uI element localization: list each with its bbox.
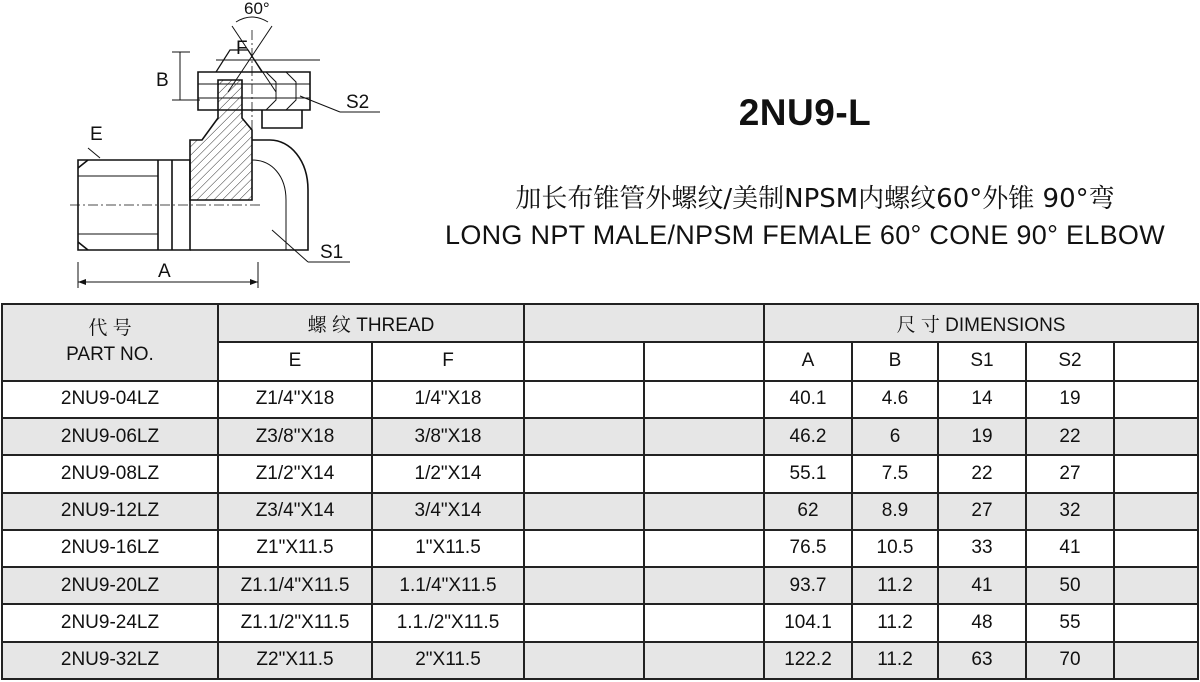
dim-b-cell: 11.2 <box>852 604 938 641</box>
blank-cell <box>644 567 764 604</box>
blank-cell <box>524 493 644 530</box>
dim-s1-cell: 14 <box>938 381 1026 418</box>
col-header-b: B <box>852 342 938 380</box>
dim-s1-cell: 33 <box>938 530 1026 567</box>
blank-header <box>524 304 764 342</box>
blank-cell <box>644 493 764 530</box>
dim-s2-cell: 50 <box>1026 567 1114 604</box>
dim-a-cell: 122.2 <box>764 642 852 679</box>
thread-e-cell: Z3/8"X18 <box>218 418 372 455</box>
table-row <box>2 455 1198 492</box>
part-no-header-cn: 代 号 <box>88 318 132 340</box>
label-a: A <box>158 261 171 282</box>
dim-b-cell: 10.5 <box>852 530 938 567</box>
thread-f-cell: 3/4"X14 <box>372 493 524 530</box>
dim-s1-cell: 19 <box>938 418 1026 455</box>
part-no-cell: 2NU9-20LZ <box>2 567 218 604</box>
table-row <box>2 530 1198 567</box>
thread-f-cell: 1/4"X18 <box>372 381 524 418</box>
part-no-cell: 2NU9-24LZ <box>2 604 218 641</box>
blank-cell <box>1114 567 1198 604</box>
part-no-header <box>2 304 218 381</box>
dim-a-cell: 104.1 <box>764 604 852 641</box>
fitting-drawing <box>40 0 400 292</box>
blank-cell <box>1114 381 1198 418</box>
table-row <box>2 418 1198 455</box>
blank-cell <box>644 530 764 567</box>
thread-f-cell: 1.1/4"X11.5 <box>372 567 524 604</box>
part-no-cell: 2NU9-08LZ <box>2 455 218 492</box>
blank-cell <box>644 604 764 641</box>
thread-f-cell: 1.1./2"X11.5 <box>372 604 524 641</box>
col-header-e: E <box>218 342 372 380</box>
part-no-cell: 2NU9-12LZ <box>2 493 218 530</box>
spec-table <box>1 303 1199 680</box>
thread-f-cell: 1"X11.5 <box>372 530 524 567</box>
blank-cell <box>1114 455 1198 492</box>
label-b: B <box>156 70 169 91</box>
table-row <box>2 642 1198 679</box>
dim-b-cell: 6 <box>852 418 938 455</box>
dim-b-cell: 11.2 <box>852 567 938 604</box>
part-no-cell: 2NU9-04LZ <box>2 381 218 418</box>
thread-f-cell: 2"X11.5 <box>372 642 524 679</box>
label-angle: 60° <box>244 0 270 18</box>
label-s2: S2 <box>346 92 370 113</box>
thread-e-cell: Z1.1/2"X11.5 <box>218 604 372 641</box>
thread-header: 螺 纹 THREAD <box>218 304 524 342</box>
thread-e-cell: Z1/4"X18 <box>218 381 372 418</box>
dim-s1-cell: 22 <box>938 455 1026 492</box>
col-header-s2: S2 <box>1026 342 1114 380</box>
col-header-a: A <box>764 342 852 380</box>
thread-e-cell: Z1.1/4"X11.5 <box>218 567 372 604</box>
blank-cell <box>1114 604 1198 641</box>
thread-e-cell: Z2"X11.5 <box>218 642 372 679</box>
blank-cell <box>524 418 644 455</box>
dim-b-cell: 8.9 <box>852 493 938 530</box>
part-no-cell: 2NU9-16LZ <box>2 530 218 567</box>
dim-a-cell: 76.5 <box>764 530 852 567</box>
dim-s1-cell: 48 <box>938 604 1026 641</box>
header-row-1 <box>2 304 1198 342</box>
dim-a-cell: 40.1 <box>764 381 852 418</box>
dimensions-header: 尺 寸 DIMENSIONS <box>764 304 1198 342</box>
col-header-blank-2 <box>644 342 764 380</box>
blank-cell <box>644 455 764 492</box>
dim-s2-cell: 22 <box>1026 418 1114 455</box>
dim-s2-cell: 19 <box>1026 381 1114 418</box>
dim-a-cell: 62 <box>764 493 852 530</box>
part-no-cell: 2NU9-32LZ <box>2 642 218 679</box>
thread-f-cell: 3/8"X18 <box>372 418 524 455</box>
dim-s1-cell: 63 <box>938 642 1026 679</box>
dim-s2-cell: 27 <box>1026 455 1114 492</box>
blank-cell <box>1114 642 1198 679</box>
col-header-blank-1 <box>524 342 644 380</box>
part-no-cell: 2NU9-06LZ <box>2 418 218 455</box>
dim-a-cell: 46.2 <box>764 418 852 455</box>
blank-cell <box>524 642 644 679</box>
blank-cell <box>1114 493 1198 530</box>
part-no-header-en: PART NO. <box>66 344 154 366</box>
dim-b-cell: 11.2 <box>852 642 938 679</box>
dim-a-cell: 93.7 <box>764 567 852 604</box>
thread-e-cell: Z3/4"X14 <box>218 493 372 530</box>
dim-s1-cell: 41 <box>938 567 1026 604</box>
table-row <box>2 604 1198 641</box>
blank-cell <box>524 530 644 567</box>
label-e: E <box>90 124 103 145</box>
dim-a-cell: 55.1 <box>764 455 852 492</box>
blank-cell <box>524 604 644 641</box>
subtitle-english: LONG NPT MALE/NPSM FEMALE 60° CONE 90° ELBOW <box>445 220 1165 250</box>
product-title: 2NU9-L <box>738 92 872 133</box>
dim-s2-cell: 41 <box>1026 530 1114 567</box>
dim-s1-cell: 27 <box>938 493 1026 530</box>
dim-b-cell: 7.5 <box>852 455 938 492</box>
table-row <box>2 381 1198 418</box>
dim-s2-cell: 32 <box>1026 493 1114 530</box>
blank-cell <box>1114 418 1198 455</box>
thread-e-cell: Z1"X11.5 <box>218 530 372 567</box>
col-header-f: F <box>372 342 524 380</box>
thread-e-cell: Z1/2"X14 <box>218 455 372 492</box>
table-row <box>2 493 1198 530</box>
dim-s2-cell: 55 <box>1026 604 1114 641</box>
label-s1: S1 <box>320 242 344 263</box>
subtitle-chinese: 加长布锥管外螺纹/美制NPSM内螺纹60°外锥 90°弯 <box>515 184 1115 214</box>
label-f: F <box>236 38 248 59</box>
blank-cell <box>644 381 764 418</box>
table-row <box>2 567 1198 604</box>
col-header-blank-3 <box>1114 342 1198 380</box>
blank-cell <box>524 567 644 604</box>
blank-cell <box>524 381 644 418</box>
dim-b-cell: 4.6 <box>852 381 938 418</box>
blank-cell <box>644 642 764 679</box>
thread-f-cell: 1/2"X14 <box>372 455 524 492</box>
blank-cell <box>1114 530 1198 567</box>
blank-cell <box>524 455 644 492</box>
col-header-s1: S1 <box>938 342 1026 380</box>
dim-s2-cell: 70 <box>1026 642 1114 679</box>
blank-cell <box>644 418 764 455</box>
